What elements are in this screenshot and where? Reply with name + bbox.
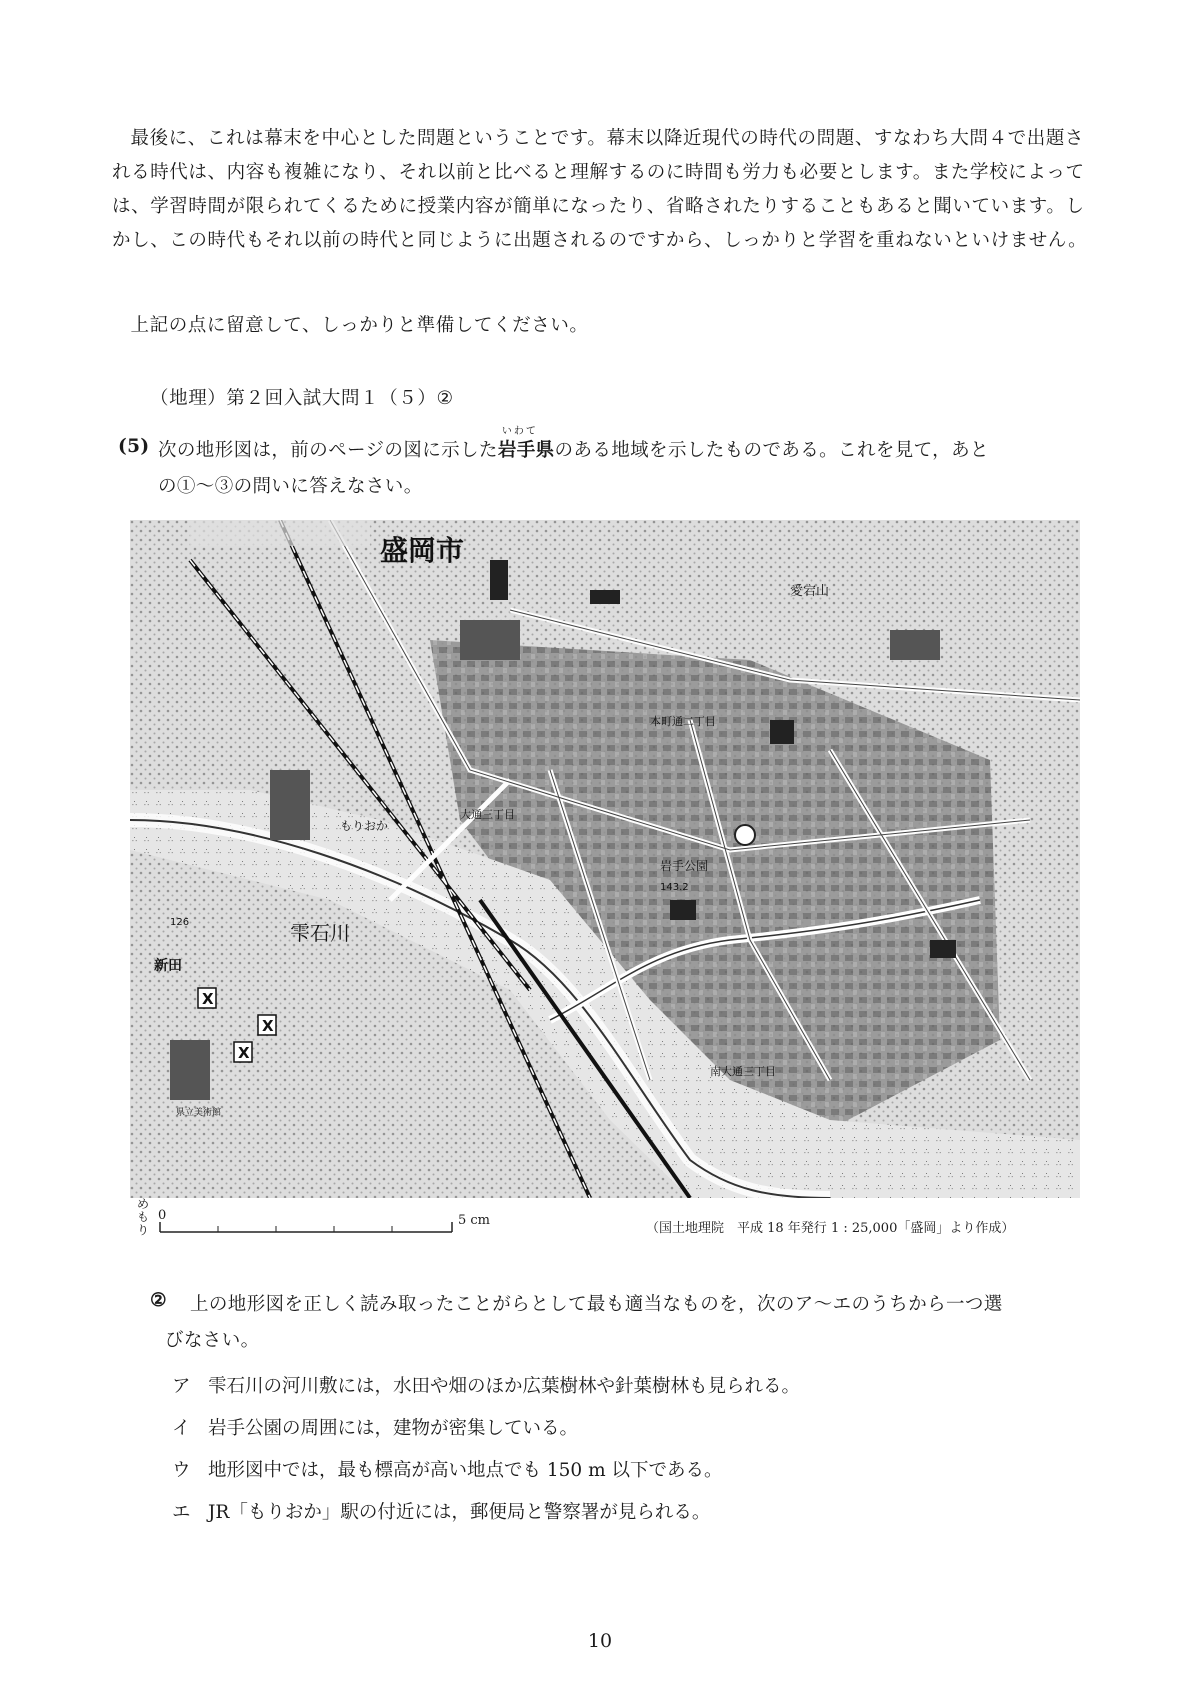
map-label-kenritsu: 県立美術館 [176, 1108, 222, 1118]
question-5-text-line2: の①～③の問いに答えなさい。 [158, 476, 423, 497]
scale-bar [152, 1208, 462, 1238]
iwate-ruby [497, 426, 555, 462]
choice-text: 地形図中では，最も標高が高い地点でも 150 m 以下である。 [208, 1460, 723, 1481]
map-source-note: （国土地理院 平成 18 年発行 1 : 25,000「盛岡」より作成） [646, 1221, 1015, 1236]
map-label-minami-odori: 南大通三丁目 [710, 1065, 776, 1078]
section-heading: （地理）第２回入試大問１（５）② [150, 388, 454, 409]
choice-e [172, 1498, 710, 1524]
question-5-text-line1 [158, 426, 989, 462]
page-number: 10 [587, 1630, 613, 1652]
intro-closing-paragraph: 上記の点に留意して、しっかりと準備してください。 [130, 315, 589, 336]
map-label-elev-126: 126 [170, 917, 190, 928]
map-label-nitta: 新田 [154, 958, 182, 974]
scale-zero-label: 0 [158, 1208, 167, 1223]
intro-paragraph: 最後に、これは幕末を中心とした問題ということです。幕末以降近現代の時代の問題、すなわち大問４で出題される時代は、内容も複雑になり、それ以前と比べると理解するのに時間も労力も必要とします。また学校によっては、学習時間が限られてくるために授業内容が簡単になったり、省略されたりすることもあると聞いています。しかし、この時代もそれ以前の時代と同じように出題されるのですから、しっかりと学習を重ねないといけません。 [112, 128, 1088, 251]
map-label-shizukuishi: 雫石川 [290, 921, 350, 945]
map-label-park: 岩手公園 [660, 859, 709, 873]
map-label-city: 盛岡市 [380, 534, 465, 567]
choice-text: 雫石川の河川敷には，水田や畑のほか広葉樹林や針葉樹林も見られる。 [208, 1376, 801, 1397]
ruby-reading: いわて [501, 426, 538, 437]
choice-u [172, 1456, 723, 1482]
scale-side-label: めもり [137, 1197, 150, 1237]
topographic-map [130, 520, 1080, 1198]
choice-mark: ア [172, 1376, 191, 1397]
choice-mark: イ [172, 1418, 191, 1439]
choice-i [172, 1414, 578, 1440]
choice-text: JR「もりおか」駅の付近には，郵便局と警察署が見られる。 [208, 1502, 711, 1523]
question-5-text-before: 次の地形図は，前のページの図に示した [158, 440, 498, 461]
choice-mark: ウ [172, 1460, 191, 1481]
map-label-station: もりおか [340, 819, 389, 833]
question-2-text-line2: びなさい。 [165, 1330, 260, 1351]
scale-five-cm-label: 5 cm [458, 1213, 491, 1228]
question-5-number: (5) [118, 436, 150, 457]
question-2-number: ② [150, 1290, 167, 1311]
x-mark-3: X [238, 1044, 250, 1062]
map-label-elev-143: 143.2 [660, 882, 689, 893]
question-5-text-after: のある地域を示したものである。これを見て，あと [554, 440, 989, 461]
map-label-honcho: 本町通二丁目 [650, 715, 716, 728]
choice-text: 岩手公園の周囲には，建物が密集している。 [208, 1418, 579, 1439]
x-mark-1: X [202, 990, 214, 1008]
map-label-odori: 大通三丁目 [460, 808, 515, 821]
x-mark-2: X [262, 1017, 274, 1035]
ruby-base: 岩手県 [497, 440, 555, 461]
choice-a [172, 1372, 800, 1398]
map-label-atago: 愛宕山 [790, 584, 830, 599]
question-2-text-line1: 上の地形図を正しく読み取ったことがらとして最も適当なものを，次のア～エのうちから一つ選 [190, 1294, 1003, 1315]
choice-mark: エ [172, 1502, 191, 1523]
